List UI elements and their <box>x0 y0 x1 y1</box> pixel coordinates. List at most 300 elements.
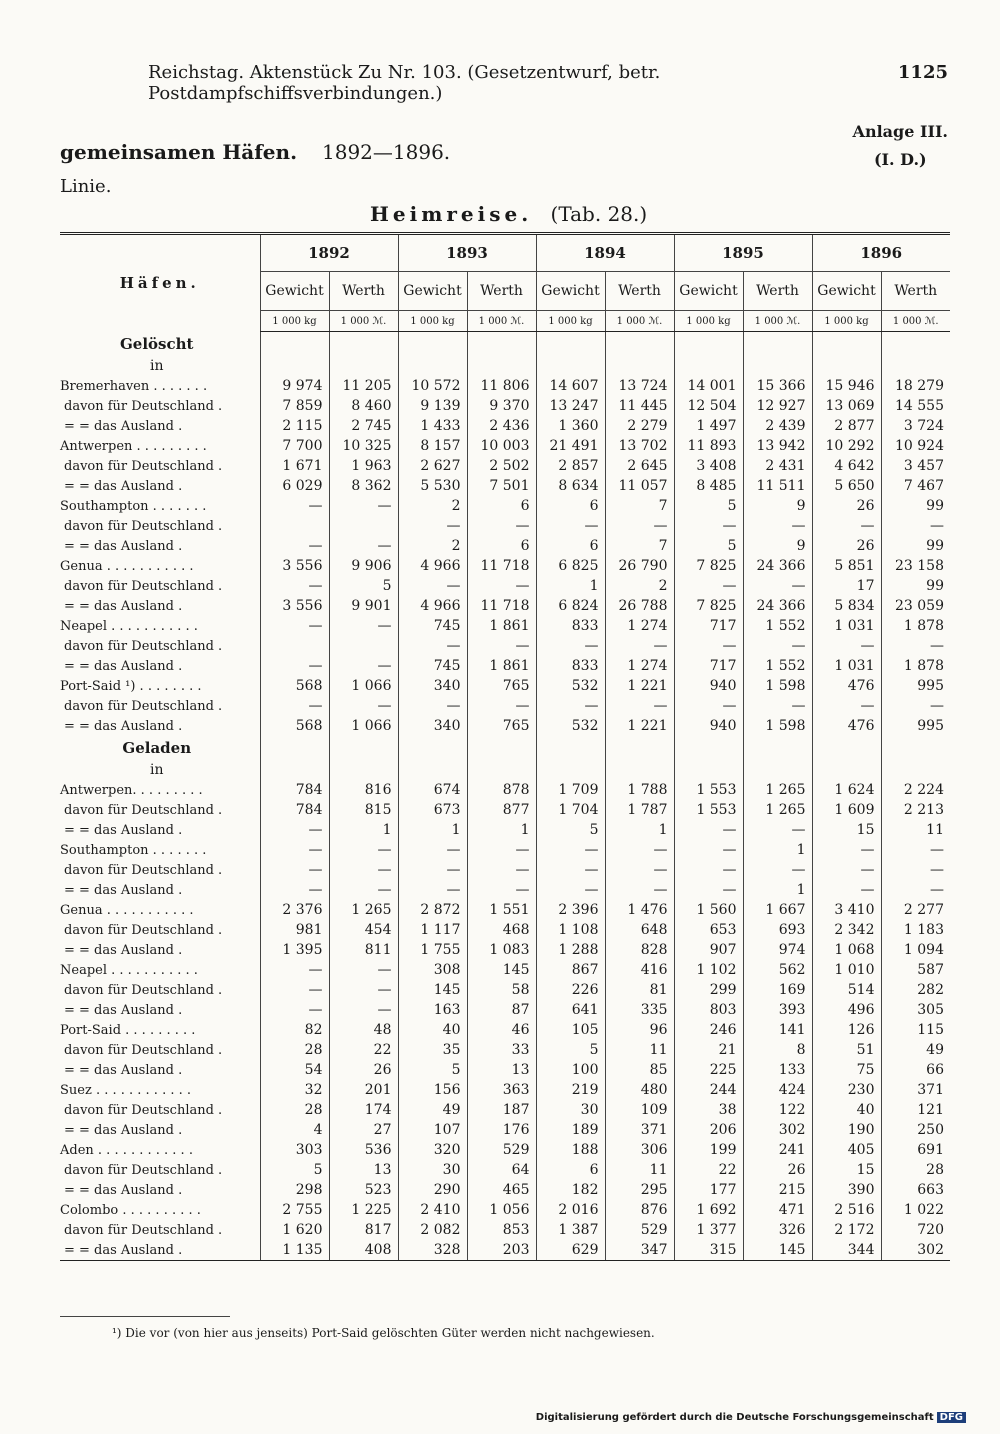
table-cell: 390 <box>812 1180 881 1200</box>
table-row <box>60 960 950 980</box>
table-cell: 1 221 <box>605 716 674 736</box>
table-cell: 48 <box>329 1020 398 1040</box>
table-cell: 1 265 <box>743 780 812 800</box>
row-label: Antwerpen. . . . . . . . . <box>60 782 203 798</box>
table-cell: 523 <box>329 1180 398 1200</box>
table-cell: 6 <box>536 1160 605 1180</box>
table-cell: 66 <box>881 1060 950 1080</box>
table-cell: 2 872 <box>398 900 467 920</box>
unit-label-gewicht: 1 000 kg <box>398 311 467 332</box>
table-cell: 1 066 <box>329 676 398 696</box>
table-cell: 5 <box>674 496 743 516</box>
table-cell: 156 <box>398 1080 467 1100</box>
table-cell: 416 <box>605 960 674 980</box>
row-label: Southampton . . . . . . . <box>60 498 207 514</box>
table-cell: 107 <box>398 1120 467 1140</box>
table-cell: 326 <box>743 1220 812 1240</box>
row-label: = = das Ausland . <box>64 1122 183 1138</box>
table-cell: 529 <box>605 1220 674 1240</box>
table-cell: 2 082 <box>398 1220 467 1240</box>
footnote-rule <box>60 1316 230 1317</box>
table-cell: 1 395 <box>260 940 329 960</box>
table-cell: — <box>674 516 743 536</box>
unit-label-gewicht: 1 000 kg <box>260 311 329 332</box>
table-cell: 3 556 <box>260 556 329 576</box>
table-cell <box>260 332 329 357</box>
table-cell: 344 <box>812 1240 881 1261</box>
row-label: Aden . . . . . . . . . . . . <box>60 1142 193 1158</box>
unit-label-werth: 1 000 ℳ. <box>743 311 812 332</box>
table-cell: 22 <box>329 1040 398 1060</box>
digitization-credit <box>536 1412 966 1423</box>
table-cell: 1 031 <box>812 616 881 636</box>
table-cell: — <box>812 696 881 716</box>
section-label: Geladen <box>122 739 192 757</box>
table-cell: — <box>260 656 329 676</box>
table-cell <box>467 760 536 780</box>
table-cell: 320 <box>398 1140 467 1160</box>
table-cell: 2 115 <box>260 416 329 436</box>
table-cell: 5 <box>536 820 605 840</box>
row-label: davon für Deutschland . <box>64 802 223 818</box>
table-cell: — <box>398 860 467 880</box>
table-cell: — <box>260 696 329 716</box>
row-label: davon für Deutschland . <box>64 398 223 414</box>
table-cell: 1 704 <box>536 800 605 820</box>
table-cell: 2 877 <box>812 416 881 436</box>
anlage-label <box>853 118 948 174</box>
table-cell: 1 031 <box>812 656 881 676</box>
table-cell: 1 <box>605 820 674 840</box>
table-cell: — <box>674 860 743 880</box>
table-cell: 1 056 <box>467 1200 536 1220</box>
table-cell <box>605 332 674 357</box>
table-cell <box>260 636 329 656</box>
table-cell: 188 <box>536 1140 605 1160</box>
table-cell: 22 <box>674 1160 743 1180</box>
table-cell: 2 376 <box>260 900 329 920</box>
table-cell: — <box>881 880 950 900</box>
table-cell: 393 <box>743 1000 812 1020</box>
table-cell: 121 <box>881 1100 950 1120</box>
row-label: Port-Said ¹) . . . . . . . . <box>60 678 202 694</box>
row-label: in <box>150 358 164 374</box>
table-cell <box>260 516 329 536</box>
table-cell: — <box>881 840 950 860</box>
table-cell <box>398 736 467 760</box>
row-label: Colombo . . . . . . . . . . <box>60 1202 201 1218</box>
table-cell: 536 <box>329 1140 398 1160</box>
table-cell: — <box>605 860 674 880</box>
table-row <box>60 636 950 656</box>
table-cell: 7 859 <box>260 396 329 416</box>
table-cell: 940 <box>674 716 743 736</box>
table-cell: — <box>467 576 536 596</box>
year-header: 1893 <box>398 234 536 272</box>
table-cell: — <box>260 980 329 1000</box>
table-cell: 9 <box>743 536 812 556</box>
table-cell: 15 <box>812 1160 881 1180</box>
table-cell: — <box>881 636 950 656</box>
table-cell: 99 <box>881 496 950 516</box>
table-cell: 2 431 <box>743 456 812 476</box>
row-label: = = das Ausland . <box>64 598 183 614</box>
row-label: = = das Ausland . <box>64 418 183 434</box>
table-cell: 299 <box>674 980 743 1000</box>
table-cell: 11 445 <box>605 396 674 416</box>
table-cell: 833 <box>536 616 605 636</box>
table-cell: 408 <box>329 1240 398 1261</box>
table-cell: 306 <box>605 1140 674 1160</box>
page-title <box>60 140 450 164</box>
table-cell: 26 <box>743 1160 812 1180</box>
table-body <box>60 332 950 1261</box>
table-cell <box>605 760 674 780</box>
table-cell: 853 <box>467 1220 536 1240</box>
table-cell: 12 927 <box>743 396 812 416</box>
table-cell <box>536 736 605 760</box>
table-cell: 1 624 <box>812 780 881 800</box>
table-cell: 1 183 <box>881 920 950 940</box>
table-cell: 1 274 <box>605 616 674 636</box>
table-cell: 298 <box>260 1180 329 1200</box>
table-cell: 514 <box>812 980 881 1000</box>
table-cell <box>881 736 950 760</box>
table-cell: 1 560 <box>674 900 743 920</box>
table-cell: — <box>674 840 743 860</box>
unit-label-werth: 1 000 ℳ. <box>605 311 674 332</box>
unit-label-werth: 1 000 ℳ. <box>881 311 950 332</box>
table-cell: 81 <box>605 980 674 1000</box>
table-cell: — <box>536 840 605 860</box>
table-cell: 2 213 <box>881 800 950 820</box>
table-cell: 2 439 <box>743 416 812 436</box>
table-cell: 995 <box>881 676 950 696</box>
table-cell: 529 <box>467 1140 536 1160</box>
table-cell: 371 <box>605 1120 674 1140</box>
table-cell: 40 <box>812 1100 881 1120</box>
table-cell: 6 029 <box>260 476 329 496</box>
table-cell: — <box>329 616 398 636</box>
table-cell: — <box>398 880 467 900</box>
table-cell: 10 003 <box>467 436 536 456</box>
row-label: in <box>150 762 164 778</box>
table-cell: — <box>398 636 467 656</box>
table-cell: 1 476 <box>605 900 674 920</box>
table-cell: 5 <box>329 576 398 596</box>
table-cell: 11 <box>881 820 950 840</box>
table-cell: 363 <box>467 1080 536 1100</box>
table-cell: — <box>260 880 329 900</box>
table-cell: 1 010 <box>812 960 881 980</box>
table-cell: 14 555 <box>881 396 950 416</box>
table-cell: 2 016 <box>536 1200 605 1220</box>
table-cell: 693 <box>743 920 812 940</box>
table-cell: 587 <box>881 960 950 980</box>
table-cell: 2 <box>398 536 467 556</box>
table-cell: 215 <box>743 1180 812 1200</box>
table-cell: 4 <box>260 1120 329 1140</box>
column-label-gewicht: Gewicht <box>536 272 605 311</box>
table-cell: 8 362 <box>329 476 398 496</box>
table-cell: 816 <box>329 780 398 800</box>
table-cell: 21 491 <box>536 436 605 456</box>
table-cell: 1 083 <box>467 940 536 960</box>
table-cell: 13 724 <box>605 376 674 396</box>
table-cell: — <box>329 880 398 900</box>
table-cell: 940 <box>674 676 743 696</box>
table-cell: 199 <box>674 1140 743 1160</box>
table-row <box>60 716 950 736</box>
table-cell: 476 <box>812 676 881 696</box>
table-cell: 3 408 <box>674 456 743 476</box>
table-cell: 5 834 <box>812 596 881 616</box>
table-cell: 1 066 <box>329 716 398 736</box>
running-header <box>148 62 948 104</box>
table-cell: 648 <box>605 920 674 940</box>
table-cell: 480 <box>605 1080 674 1100</box>
table-cell <box>329 332 398 357</box>
table-cell: 340 <box>398 676 467 696</box>
row-label: davon für Deutschland . <box>64 458 223 474</box>
table-cell: — <box>605 840 674 860</box>
table-cell: 26 788 <box>605 596 674 616</box>
row-label: davon für Deutschland . <box>64 578 223 594</box>
table-cell: 11 511 <box>743 476 812 496</box>
table-cell: 115 <box>881 1020 950 1040</box>
table-cell: 833 <box>536 656 605 676</box>
table-cell: 815 <box>329 800 398 820</box>
table-cell: — <box>605 636 674 656</box>
table-cell: 169 <box>743 980 812 1000</box>
table-cell: 8 485 <box>674 476 743 496</box>
table-cell: — <box>329 536 398 556</box>
table-cell: 2 436 <box>467 416 536 436</box>
table-cell: 99 <box>881 536 950 556</box>
table-cell: — <box>260 496 329 516</box>
table-cell: 2 516 <box>812 1200 881 1220</box>
table-row <box>60 860 950 880</box>
table-cell: 2 279 <box>605 416 674 436</box>
table-row <box>60 436 950 456</box>
table-cell: 1 598 <box>743 676 812 696</box>
table-cell: 49 <box>881 1040 950 1060</box>
table-cell: 2 172 <box>812 1220 881 1240</box>
table-cell <box>467 736 536 760</box>
table-cell: 2 396 <box>536 900 605 920</box>
row-label: = = das Ausland . <box>64 658 183 674</box>
table-row <box>60 416 950 436</box>
table-cell: 11 205 <box>329 376 398 396</box>
table-cell: 745 <box>398 656 467 676</box>
table-cell: 335 <box>605 1000 674 1020</box>
table-cell: 26 <box>812 536 881 556</box>
table-cell: 15 946 <box>812 376 881 396</box>
table-cell: 8 157 <box>398 436 467 456</box>
table-cell: 1 433 <box>398 416 467 436</box>
table-cell: — <box>329 980 398 1000</box>
table-cell: 1 387 <box>536 1220 605 1240</box>
table-cell <box>329 736 398 760</box>
table-cell: — <box>260 840 329 860</box>
table-cell: 5 <box>536 1040 605 1060</box>
row-label: = = das Ausland . <box>60 1240 260 1261</box>
table-cell: 532 <box>536 676 605 696</box>
table-cell: — <box>260 960 329 980</box>
table-cell: 7 467 <box>881 476 950 496</box>
table-cell: 219 <box>536 1080 605 1100</box>
table-cell: 876 <box>605 1200 674 1220</box>
table-cell: 290 <box>398 1180 467 1200</box>
table-cell: 2 645 <box>605 456 674 476</box>
table-cell <box>674 332 743 357</box>
table-cell: — <box>260 1000 329 1020</box>
row-label: = = das Ausland . <box>64 882 183 898</box>
table-cell: 8 <box>743 1040 812 1060</box>
table-row <box>60 1120 950 1140</box>
table-cell: 765 <box>467 716 536 736</box>
table-row <box>60 476 950 496</box>
table-cell: 241 <box>743 1140 812 1160</box>
table-cell: — <box>674 576 743 596</box>
table-row <box>60 596 950 616</box>
unit-label-gewicht: 1 000 kg <box>536 311 605 332</box>
table-cell: 99 <box>881 576 950 596</box>
table-cell: 40 <box>398 1020 467 1040</box>
table-cell: 1 <box>398 820 467 840</box>
table-cell: 10 325 <box>329 436 398 456</box>
table-cell: 75 <box>812 1060 881 1080</box>
table-cell: 230 <box>812 1080 881 1100</box>
table-cell <box>674 736 743 760</box>
table-cell: 303 <box>260 1140 329 1160</box>
table-cell: 9 370 <box>467 396 536 416</box>
table-cell: 653 <box>674 920 743 940</box>
table-row <box>60 840 950 860</box>
column-label-werth: Werth <box>605 272 674 311</box>
table-cell: 1 <box>329 820 398 840</box>
table-cell: 471 <box>743 1200 812 1220</box>
table-cell <box>467 332 536 357</box>
table-cell: 6 825 <box>536 556 605 576</box>
table-cell: 13 942 <box>743 436 812 456</box>
row-label: = = das Ausland . <box>64 718 183 734</box>
table-cell: — <box>329 1000 398 1020</box>
table-cell: 1 094 <box>881 940 950 960</box>
row-label: = = das Ausland . <box>64 942 183 958</box>
ports-table <box>60 232 950 1261</box>
table-cell: 7 <box>605 536 674 556</box>
table-cell: 11 <box>605 1160 674 1180</box>
table-cell: 674 <box>398 780 467 800</box>
table-cell <box>674 760 743 780</box>
table-cell <box>329 760 398 780</box>
unit-label-gewicht: 1 000 kg <box>812 311 881 332</box>
table-cell: — <box>467 696 536 716</box>
table-cell: 4 642 <box>812 456 881 476</box>
table-row <box>60 536 950 556</box>
table-cell: 454 <box>329 920 398 940</box>
table-cell: — <box>260 616 329 636</box>
table-cell: 126 <box>812 1020 881 1040</box>
table-cell: 562 <box>743 960 812 980</box>
row-label: Neapel . . . . . . . . . . . <box>60 618 198 634</box>
table-cell: 203 <box>467 1240 536 1261</box>
table-cell: — <box>260 860 329 880</box>
table-cell: 1 360 <box>536 416 605 436</box>
title-years: 1892—1896. <box>322 140 451 164</box>
table-row <box>60 516 950 536</box>
table-cell: 23 059 <box>881 596 950 616</box>
anlage-line2: (I. D.) <box>873 150 927 169</box>
table-row <box>60 376 950 396</box>
heimreise-heading <box>370 202 647 226</box>
table-cell: 23 158 <box>881 556 950 576</box>
table-cell: 28 <box>881 1160 950 1180</box>
year-header-row <box>60 234 950 272</box>
table-cell: 1 225 <box>329 1200 398 1220</box>
row-label: = = das Ausland . <box>64 1182 183 1198</box>
table-row <box>60 800 950 820</box>
table-cell: 7 825 <box>674 596 743 616</box>
table-cell: — <box>743 696 812 716</box>
table-row <box>60 1040 950 1060</box>
table-row <box>60 1140 950 1160</box>
table-cell: 2 <box>398 496 467 516</box>
table-cell: 1 788 <box>605 780 674 800</box>
table-cell: 190 <box>812 1120 881 1140</box>
table-cell <box>674 356 743 376</box>
table-cell: 189 <box>536 1120 605 1140</box>
table-cell <box>812 760 881 780</box>
table-cell: 163 <box>398 1000 467 1020</box>
table-cell: 24 366 <box>743 556 812 576</box>
table-cell: — <box>467 880 536 900</box>
table-cell: 177 <box>674 1180 743 1200</box>
table-cell: 5 <box>398 1060 467 1080</box>
column-label-gewicht: Gewicht <box>674 272 743 311</box>
table-row <box>60 556 950 576</box>
running-title: Reichstag. Aktenstück Zu Nr. 103. (Gesetzentwurf, betr. Postdampfschiffsverbindungen.) <box>148 62 661 104</box>
table-cell: 105 <box>536 1020 605 1040</box>
table-cell: 765 <box>467 676 536 696</box>
row-label: Southampton . . . . . . . <box>60 842 207 858</box>
table-cell: 1 265 <box>329 900 398 920</box>
table-cell: 282 <box>881 980 950 1000</box>
table-cell <box>743 356 812 376</box>
table-cell <box>812 332 881 357</box>
table-cell: — <box>398 840 467 860</box>
table-cell: 6 <box>467 536 536 556</box>
table-cell: 35 <box>398 1040 467 1060</box>
table-cell: 315 <box>674 1240 743 1261</box>
table-cell: 96 <box>605 1020 674 1040</box>
table-cell: 1 620 <box>260 1220 329 1240</box>
table-cell: 2 755 <box>260 1200 329 1220</box>
table-cell: — <box>329 496 398 516</box>
table-row <box>60 396 950 416</box>
table-cell: 145 <box>743 1240 812 1261</box>
table-cell: — <box>536 636 605 656</box>
table-cell: 1 553 <box>674 800 743 820</box>
table-cell <box>260 760 329 780</box>
table-row <box>60 820 950 840</box>
table-cell: 867 <box>536 960 605 980</box>
table-cell: 201 <box>329 1080 398 1100</box>
table-cell: 13 702 <box>605 436 674 456</box>
table-cell: 1 861 <box>467 656 536 676</box>
table-cell: 340 <box>398 716 467 736</box>
